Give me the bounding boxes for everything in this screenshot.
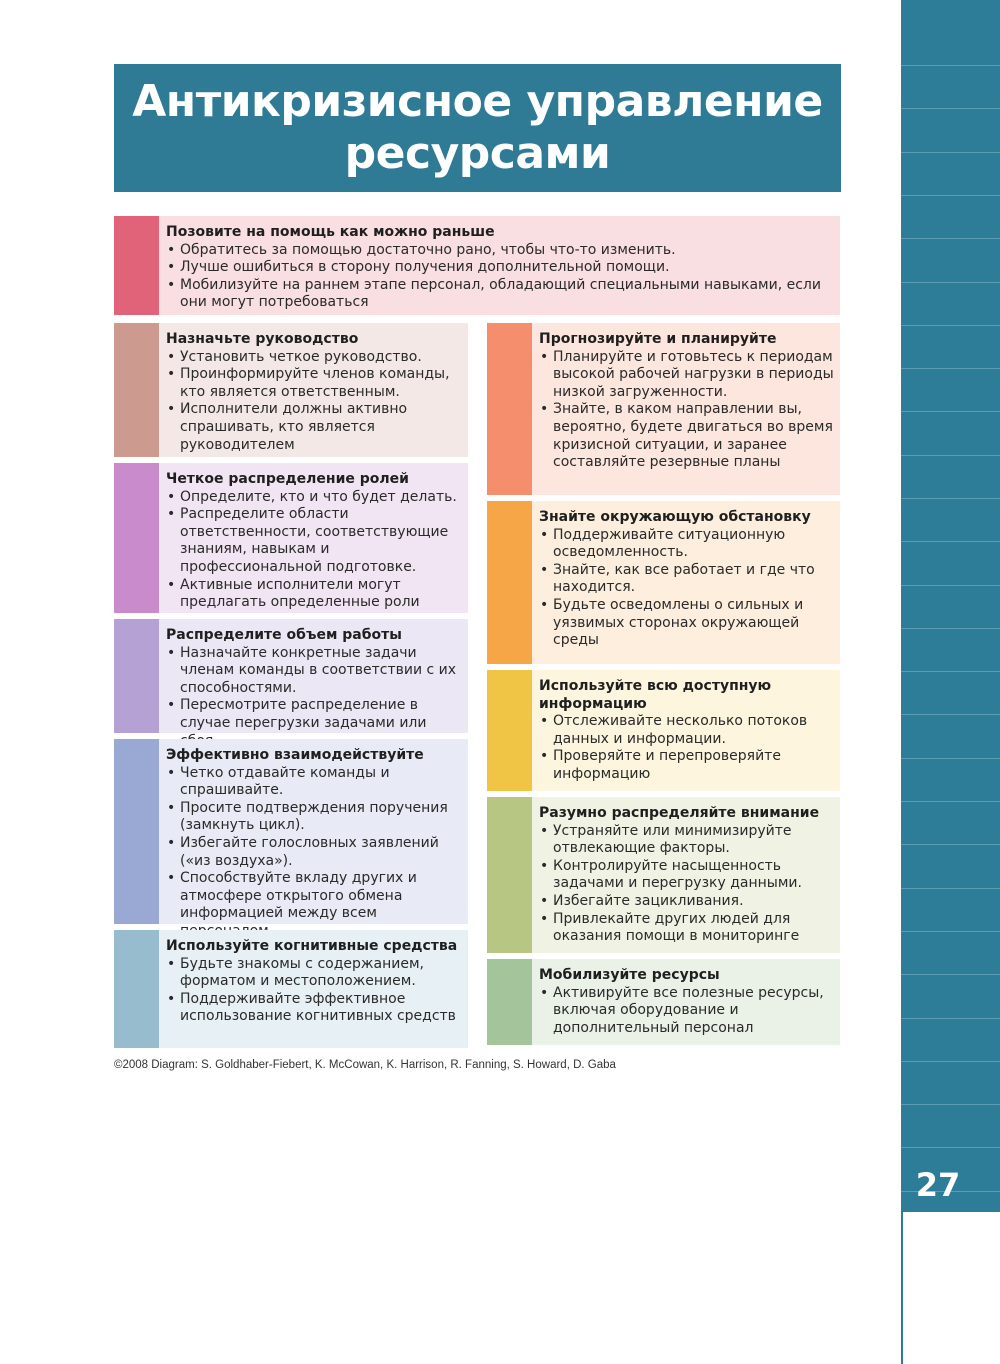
bullet-item: • Планируйте и готовьтесь к периодам высокой рабочей нагрузки в периоды низкой загруженности. [539, 349, 834, 402]
bullet-item: • Поддерживайте ситуационную осведомленность. [539, 527, 834, 562]
card-body [159, 930, 468, 1048]
strip-divider [901, 152, 1000, 153]
bullet-item: • Пересмотрите распределение в случае перегрузки задачами или [166, 697, 462, 750]
card-body [159, 323, 468, 457]
card-anticipate [487, 323, 840, 495]
card-color-bar [114, 739, 159, 924]
card-heading: Мобилизуйте ресурсы [539, 967, 720, 983]
bullet-item: • Избегайте зацикливания. [539, 893, 834, 911]
strip-divider [901, 1018, 1000, 1019]
card-color-bar [487, 501, 532, 664]
card-communication [114, 739, 468, 924]
strip-divider [901, 1061, 1000, 1062]
strip-divider [901, 974, 1000, 975]
card-bullet-list [166, 765, 462, 941]
bullet-item: • Привлекайте других людей для оказания помощи в мониторинге [539, 911, 834, 946]
bullet-item: • Активируйте все полезные ресурсы, включая оборудование и дополнительный персонал [539, 985, 834, 1038]
bullet-item: • Проинформируйте членов команды, кто является ответственным. [166, 366, 462, 401]
tab-notch [901, 1210, 1000, 1364]
card-body [159, 619, 468, 733]
bullet-item: • Отслеживайте несколько потоков данных и информации. [539, 713, 834, 748]
title-banner [114, 64, 841, 192]
strip-divider [901, 541, 1000, 542]
card-information [487, 670, 840, 791]
card-heading: Назначьте руководство [166, 331, 359, 347]
card-roles [114, 463, 468, 613]
page-title [128, 76, 828, 180]
strip-divider [901, 1147, 1000, 1148]
bullet-item: • Установить четкое руководство. [166, 349, 462, 367]
bullet-item: • Избегайте голословных заявлений («из воздуха»). [166, 835, 462, 870]
card-color-bar [114, 619, 159, 733]
strip-divider [901, 498, 1000, 499]
bullet-item: • Контролируйте насыщенность задачами и перегрузку данными. [539, 858, 834, 893]
strip-divider [901, 888, 1000, 889]
strip-divider [901, 368, 1000, 369]
strip-divider [901, 844, 1000, 845]
bullet-item: • Просите подтверждения поручения (замкнуть цикл). [166, 800, 462, 835]
bullet-item: • Распределите области ответственности, соответствующие знаниям, навыкам и профессиональной подготовке. [166, 506, 462, 576]
card-heading: Разумно распределяйте внимание [539, 805, 820, 821]
strip-divider [901, 1104, 1000, 1105]
card-leadership [114, 323, 468, 457]
title-line-2: ресурсами [344, 128, 611, 179]
side-tab-strip [901, 0, 1000, 1215]
card-color-bar [114, 463, 159, 613]
card-color-bar [114, 323, 159, 457]
bullet-item: • Исполнители должны активно спрашивать, кто является руководителем [166, 401, 462, 454]
card-body [159, 216, 840, 315]
card-color-bar [114, 216, 159, 315]
card-bullet-list [539, 527, 834, 650]
bullet-item: • Мобилизуйте на раннем этапе персонал, обладающий специальными навыками, если они могут потребоваться [166, 277, 834, 312]
strip-divider [901, 671, 1000, 672]
bullet-item: • Активные исполнители могут предлагать определенные роли [166, 577, 462, 612]
strip-divider [901, 931, 1000, 932]
bullet-item: • Проверяйте и перепроверяйте информацию [539, 748, 834, 783]
strip-divider [901, 585, 1000, 586]
card-heading: Используйте когнитивные средства [166, 938, 458, 954]
strip-divider [901, 108, 1000, 109]
card-bullet-list [166, 956, 462, 1026]
bullet-item: • Определите, кто и что будет делать. [166, 489, 462, 507]
strip-divider [901, 455, 1000, 456]
bullet-item: • Лучше ошибиться в сторону получения дополнительной помощи. [166, 259, 834, 277]
card-heading: Позовите на помощь как можно раньше [166, 224, 495, 240]
card-bullet-list [166, 489, 462, 612]
card-heading: Распределите объем работы [166, 627, 402, 643]
card-body [159, 739, 468, 924]
bullet-item: • Будьте знакомы с содержанием, форматом и местоположением. [166, 956, 462, 991]
card-bullet-list [166, 645, 462, 751]
bullet-item: • Четко отдавайте команды и спрашивайте. [166, 765, 462, 800]
card-heading: Прогнозируйте и планируйте [539, 331, 777, 347]
page-number: 27 [915, 1166, 961, 1204]
card-bullet-list [539, 349, 834, 472]
card-bullet-list [166, 349, 462, 455]
bullet-item: • Обратитесь за помощью достаточно рано, чтобы что-то изменить. [166, 242, 834, 260]
title-line-1: Антикризисное управление [132, 76, 823, 127]
bullet-item: • Назначайте конкретные задачи членам команды в соответствии с их способностями. [166, 645, 462, 698]
card-color-bar [487, 323, 532, 495]
card-body [532, 501, 840, 664]
card-heading: Эффективно взаимодействуйте [166, 747, 424, 763]
strip-divider [901, 282, 1000, 283]
card-resources [487, 959, 840, 1045]
card-color-bar [487, 959, 532, 1045]
strip-divider [901, 65, 1000, 66]
card-heading: Используйте всю доступную информацию [539, 678, 772, 712]
card-bullet-list [166, 242, 834, 312]
card-color-bar [487, 797, 532, 953]
card-body [532, 670, 840, 791]
card-body [159, 463, 468, 613]
bullet-item: • Поддерживайте эффективное использование когнитивных средств [166, 991, 462, 1026]
card-color-bar [487, 670, 532, 791]
bullet-item: • Знайте, в каком направлении вы, вероятно, будете двигаться во время кризисной ситуации, и заранее составляйте резервные планы [539, 401, 834, 471]
card-bullet-list [539, 985, 834, 1038]
strip-divider [901, 325, 1000, 326]
card-body [532, 959, 840, 1045]
strip-divider [901, 628, 1000, 629]
bullet-item: • Способствуйте вкладу других и атмосфере открытого обмена информацией между всем [166, 870, 462, 940]
strip-divider [901, 801, 1000, 802]
bullet-item: • Устраняйте или минимизируйте отвлекающие факторы. [539, 823, 834, 858]
card-body [532, 323, 840, 495]
bullet-item: • Знайте, как все работает и где что находится. [539, 562, 834, 597]
card-cognitive-aids [114, 930, 468, 1048]
card-bullet-list [539, 713, 834, 783]
card-workload [114, 619, 468, 733]
strip-divider [901, 238, 1000, 239]
strip-divider [901, 195, 1000, 196]
strip-divider [901, 758, 1000, 759]
card-heading: Знайте окружающую обстановку [539, 509, 811, 525]
card-attention [487, 797, 840, 953]
diagram-credit: ©2008 Diagram: S. Goldhaber-Fiebert, K. McCowan, K. Harrison, R. Fanning, S. Howard, D. Gaba [114, 1059, 616, 1071]
bullet-item: • Будьте осведомлены о сильных и уязвимых сторонах окружающей среды [539, 597, 834, 650]
card-bullet-list [539, 823, 834, 946]
card-color-bar [114, 930, 159, 1048]
card-heading: Четкое распределение ролей [166, 471, 409, 487]
card-call-for-help [114, 216, 840, 315]
strip-divider [901, 411, 1000, 412]
card-environment [487, 501, 840, 664]
strip-divider [901, 714, 1000, 715]
card-body [532, 797, 840, 953]
